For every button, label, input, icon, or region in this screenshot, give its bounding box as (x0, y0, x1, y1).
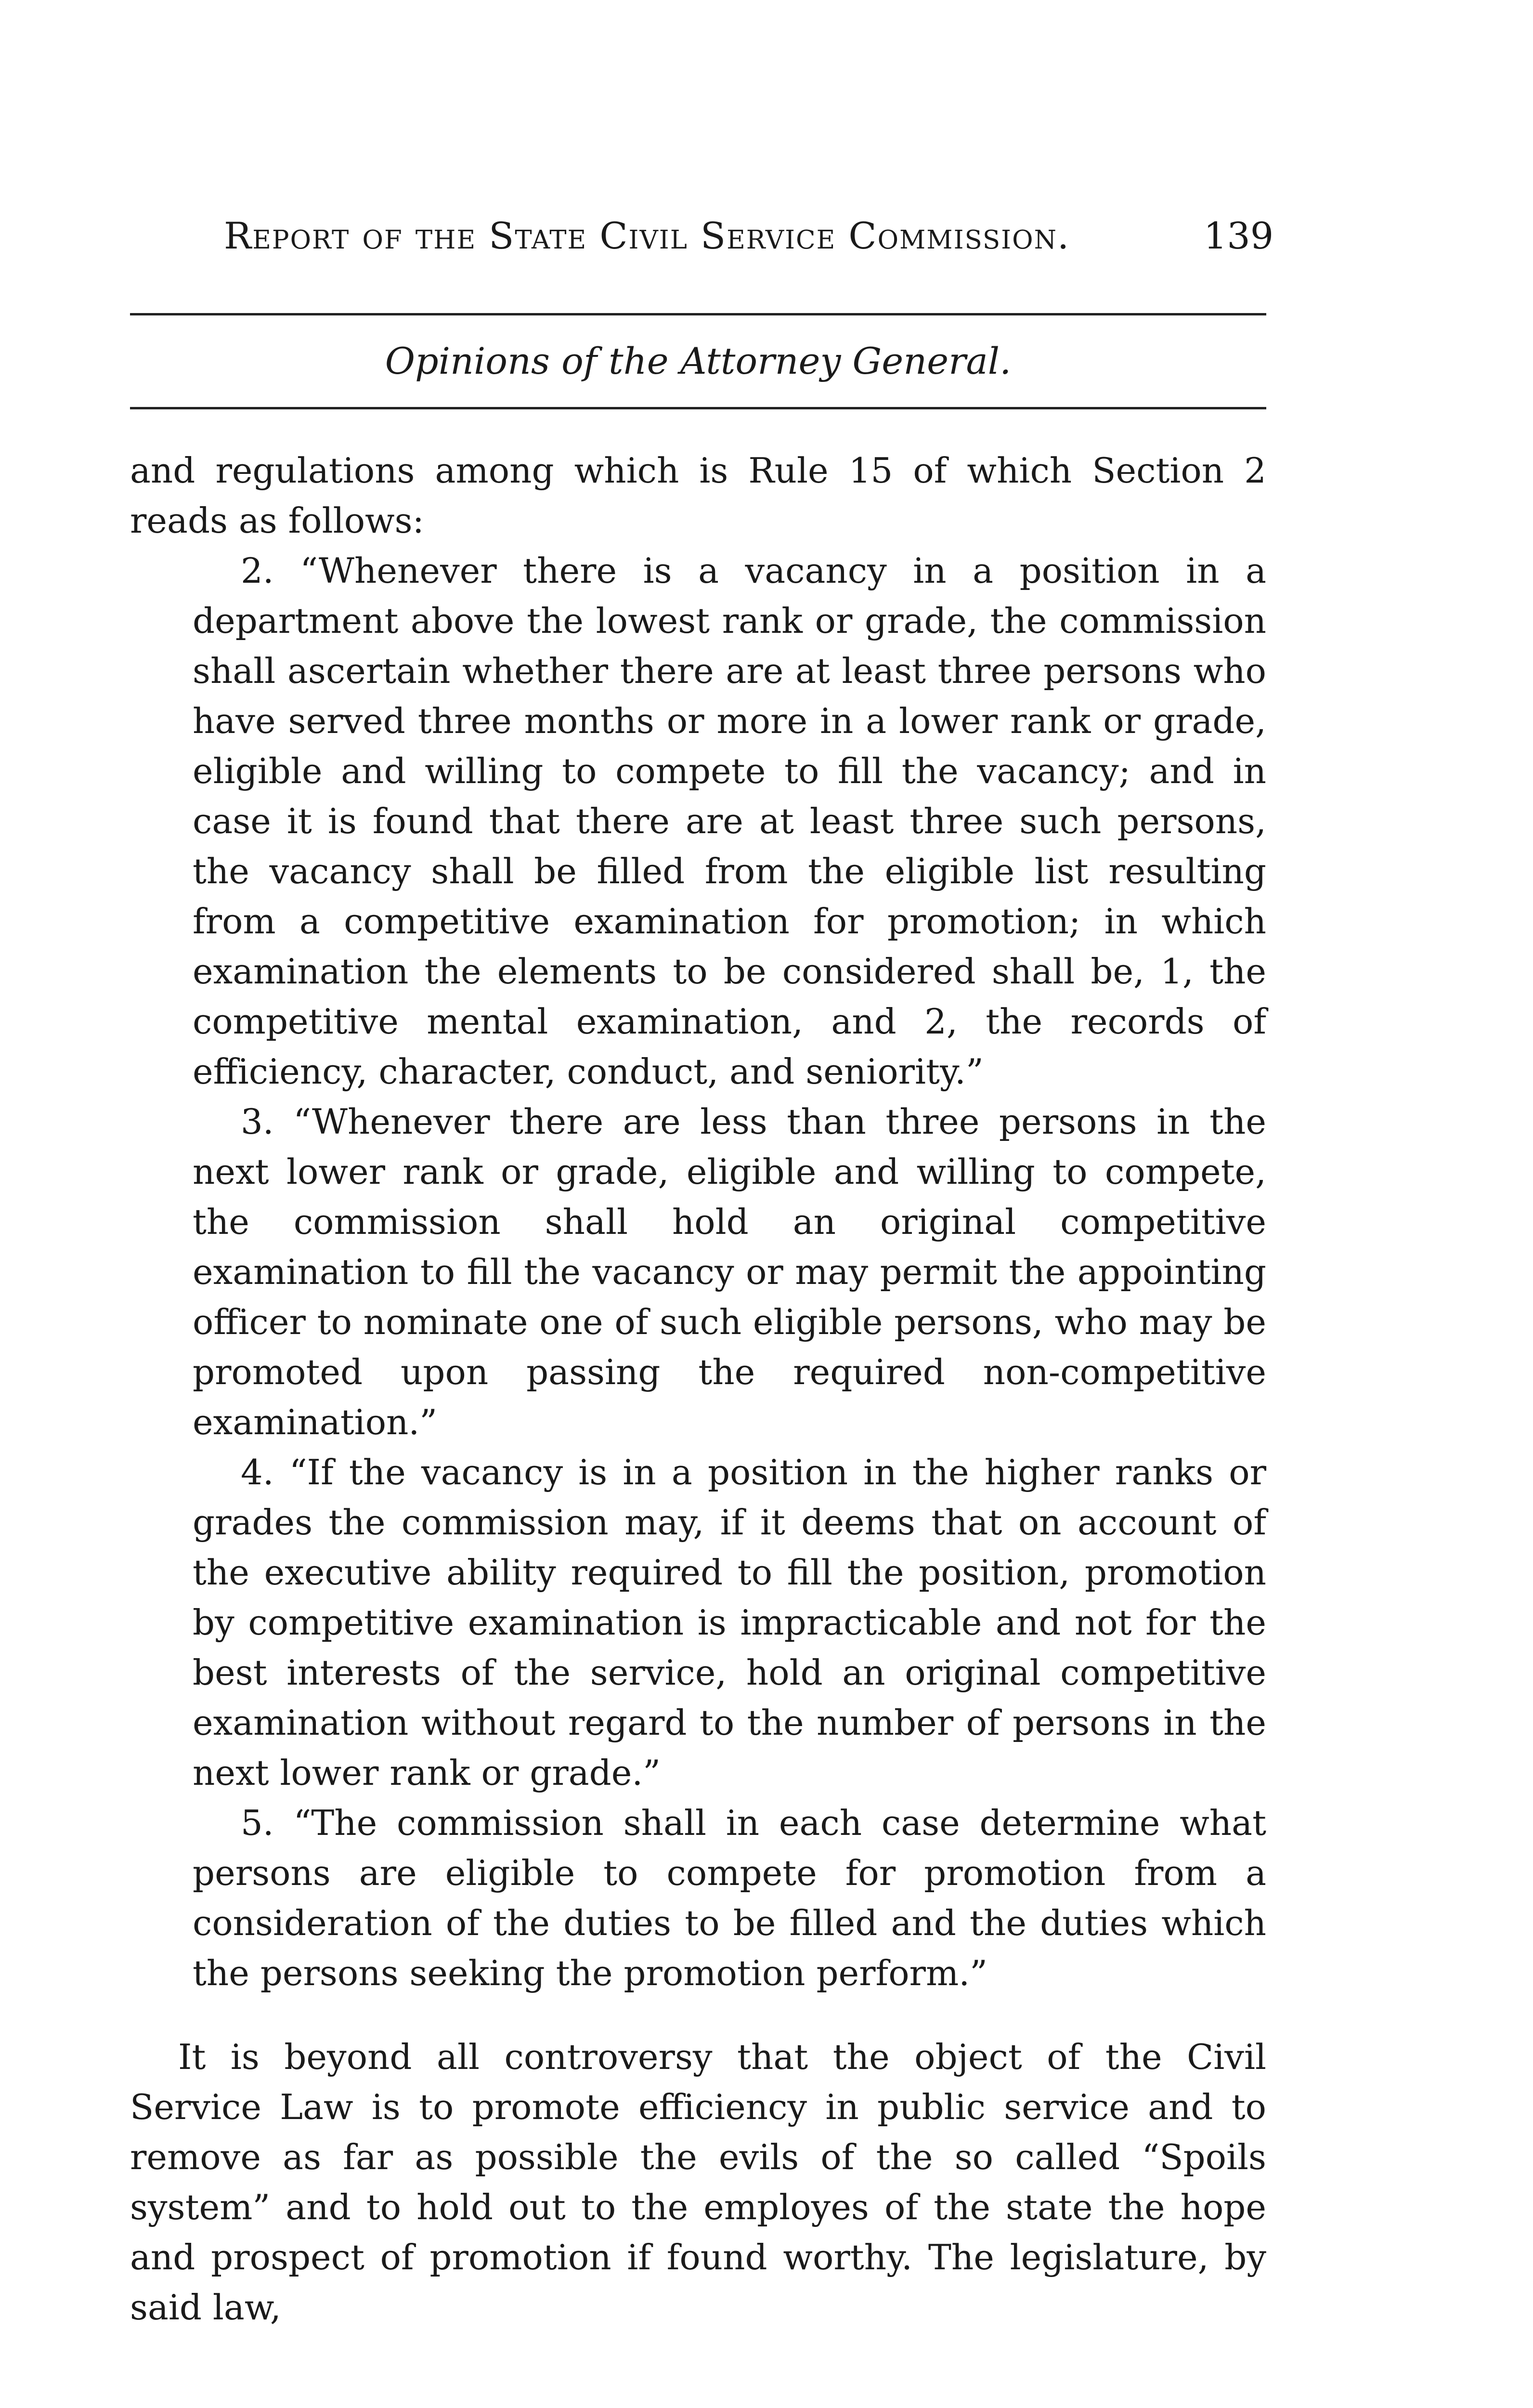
paragraph-gap (130, 1998, 1266, 2032)
section-title: Opinions of the Attorney General. (385, 340, 1012, 382)
quote-section-5: 5. “The commission shall in each case determine what persons are eligible to compete for promotion from a consideration of the duties to be filled and the duties which the persons seeking the promotion perform.” (193, 1803, 1266, 1993)
quote-section-4: 4. “If the vacancy is in a position in the higher ranks or grades the commission may, if it deems that on account of the executive ability required to fill the position, promotion by competitive examination is impracticable and not for the best interests of the service, hold an original competitive examination without regard to the number of persons in the next lower rank or grade.” (193, 1452, 1266, 1793)
page-number: 139 (1204, 214, 1274, 257)
quote-section-2: 2. “Whenever there is a vacancy in a position in a department above the lowest rank or grade, the commission shall ascertain whether there are at least three persons who have served three months or more in a lower rank or grade, eligible and willing to compete to fill the vacancy; and in case it is found that there are at least three such persons, the vacancy shall be filled from the eligible list resulting from a competitive examination for promotion; in which examination the elements to be considered shall be, 1, the competitive mental examination, and 2, the records of efficiency, character, conduct, and seniority.” (193, 550, 1266, 1092)
header-rule-bottom (130, 407, 1266, 409)
header-rule-top (130, 313, 1266, 315)
running-head: Report of the State Civil Service Commission. (224, 214, 1070, 257)
quote-section-3: 3. “Whenever there are less than three persons in the next lower rank or grade, eligible and willing to compete, the commission shall hold an original competitive examination to fill the vacancy or may permit the appointing officer to nominate one of such eligible persons, who may be promoted upon passing the required non-competitive examination.” (193, 1101, 1266, 1442)
page-body (130, 445, 1266, 2332)
closing-paragraph: It is beyond all controversy that the object of the Civil Service Law is to promote efficiency in public service and to remove as far as possible the evils of the so called “Spoils system” and to hold out to the employes of the state the hope and prospect of promotion if found worthy. The legislature, by said law, (130, 2037, 1266, 2328)
intro-paragraph: and regulations among which is Rule 15 of which Section 2 reads as follows: (130, 450, 1266, 541)
rule-15-quotation (130, 546, 1266, 1998)
